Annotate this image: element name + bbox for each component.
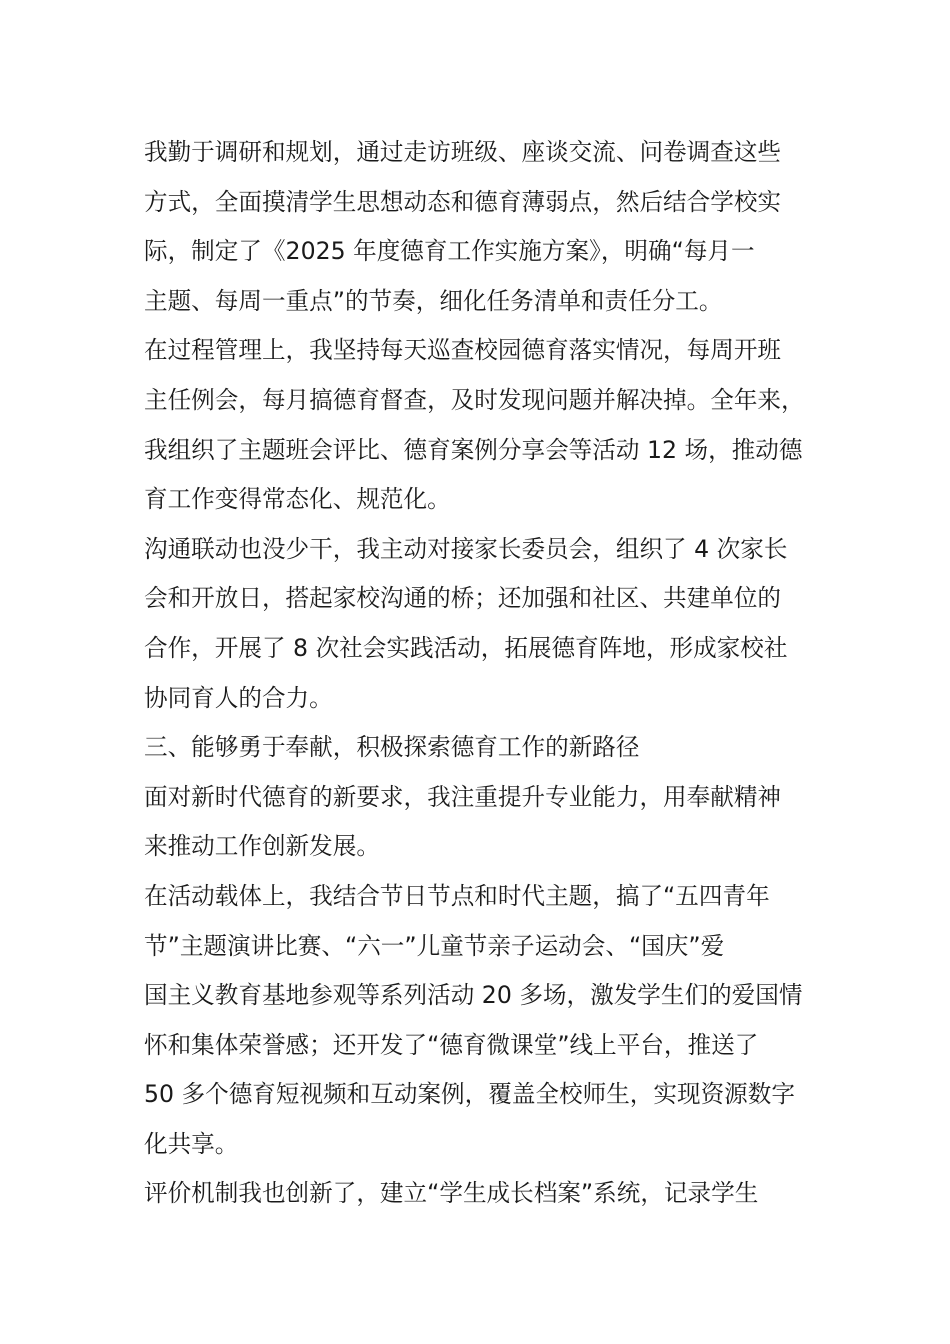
text-line: 面对新时代德育的新要求，我注重提升专业能力，用奉献精神: [144, 782, 782, 811]
text-line: 国主义教育基地参观等系列活动 20 多场，激发学生们的爱国情: [144, 981, 803, 1010]
text-line: 方式，全面摸清学生思想动态和德育薄弱点，然后结合学校实: [144, 187, 782, 216]
text-line: 怀和集体荣誉感；还开发了“德育微课堂”线上平台，推送了: [144, 1030, 759, 1059]
text-line: 来推动工作创新发展。: [144, 832, 380, 861]
section-heading: 三、能够勇于奉献，积极探索德育工作的新路径: [144, 733, 640, 762]
text-line: 会和开放日，搭起家校沟通的桥；还加强和社区、共建单位的: [144, 584, 782, 613]
document-body: [144, 128, 834, 1219]
text-line: 50 多个德育短视频和互动案例，覆盖全校师生，实现资源数字: [144, 1080, 795, 1109]
text-line: 合作，开展了 8 次社会实践活动，拓展德育阵地，形成家校社: [144, 633, 788, 662]
text-line: 在过程管理上，我坚持每天巡查校园德育落实情况，每周开班: [144, 336, 782, 365]
text-line: 我勤于调研和规划，通过走访班级、座谈交流、问卷调查这些: [144, 138, 782, 166]
text-line: 在活动载体上，我结合节日节点和时代主题，搞了“五四青年: [144, 881, 770, 910]
text-line: 沟通联动也没少干，我主动对接家长委员会，组织了 4 次家长: [144, 534, 788, 563]
text-line: 节”主题演讲比赛、“六一”儿童节亲子运动会、“国庆”爱: [144, 931, 725, 960]
text-line: 我组织了主题班会评比、德育案例分享会等活动 12 场，推动德: [144, 435, 803, 464]
text-line: 化共享。: [144, 1129, 239, 1158]
text-line: 际，制定了《2025 年度德育工作实施方案》，明确“每月一: [144, 237, 755, 266]
text-line: 主题、每周一重点”的节奏，细化任务清单和责任分工。: [144, 286, 723, 315]
text-line: 评价机制我也创新了，建立“学生成长档案”系统，记录学生: [144, 1179, 759, 1208]
text-line: 育工作变得常态化、规范化。: [144, 485, 451, 514]
text-line: 主任例会，每月搞德育督查，及时发现问题并解决掉。全年来，: [144, 385, 805, 414]
text-line: 协同育人的合力。: [144, 683, 333, 712]
